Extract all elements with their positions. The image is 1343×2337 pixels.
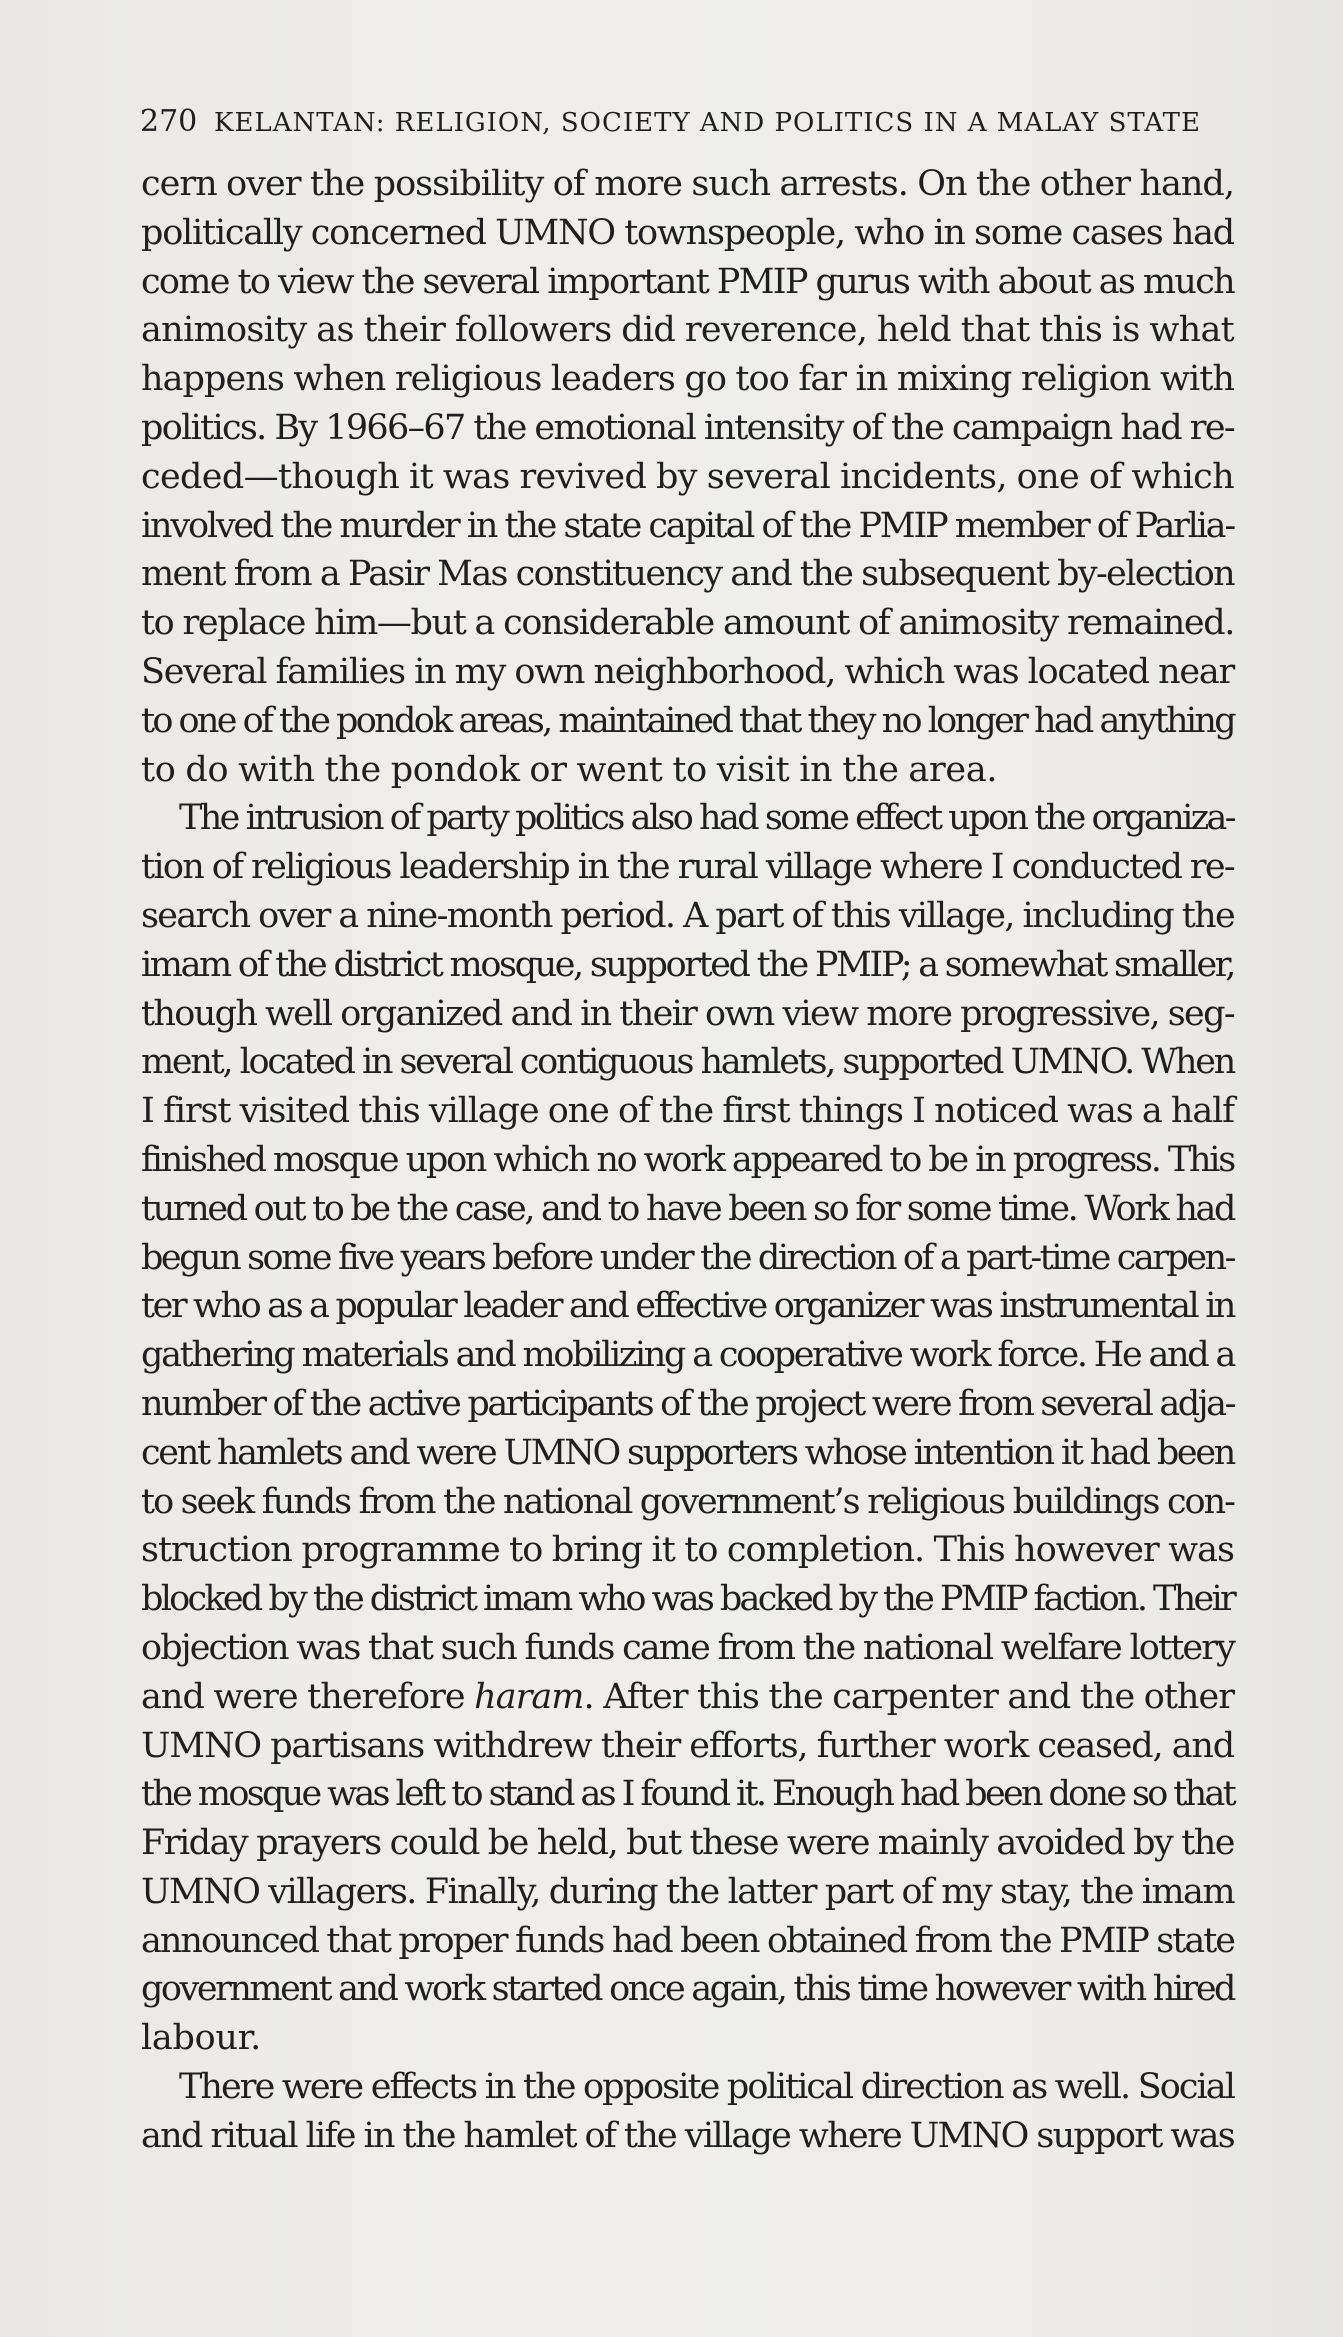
text-line: The intrusion of party politics also had some effect upon the organiza-	[179, 798, 1234, 839]
text-segment: . After this the carpenter and the other	[583, 1676, 1235, 1717]
text-line: objection was that such funds came from the national welfare lottery	[141, 1627, 1234, 1668]
text-line: UMNO villagers. Finally, during the latter part of my stay, the imam	[141, 1871, 1234, 1912]
italic-term: haram	[474, 1676, 584, 1717]
text-line: finished mosque upon which no work appeared to be in progress. This	[141, 1139, 1234, 1180]
text-line: I first visited this village one of the first things I noticed was a half	[141, 1091, 1234, 1132]
text-line: to one of the pondok areas, maintained that they no longer had anything	[141, 700, 1234, 741]
text-line: gathering materials and mobilizing a cooperative work force. He and a	[141, 1335, 1234, 1376]
text-line: There were effects in the opposite political direction as well. Social	[179, 2067, 1234, 2108]
text-line: to replace him—but a considerable amount of animosity remained.	[141, 603, 1234, 644]
text-line: to do with the pondok or went to visit in the area.	[141, 749, 998, 790]
text-line-with-italic	[141, 1673, 1234, 1722]
text-line: animosity as their followers did reverence, held that this is what	[141, 310, 1234, 351]
text-line: to seek funds from the national government’s religious buildings con-	[141, 1481, 1234, 1522]
text-line: and ritual life in the hamlet of the village where UMNO support was	[141, 2115, 1234, 2156]
text-line: involved the murder in the state capital of the PMIP member of Parlia-	[141, 505, 1234, 546]
body-text	[141, 160, 1234, 2161]
text-line: number of the active participants of the project were from several adja-	[141, 1383, 1234, 1424]
running-title: KELANTAN: RELIGION, SOCIETY AND POLITICS IN A MALAY STATE	[214, 108, 1201, 138]
running-header	[140, 104, 1240, 139]
text-line: announced that proper funds had been obtained from the PMIP state	[141, 1920, 1234, 1961]
text-line: cern over the possibility of more such arrests. On the other hand,	[141, 164, 1234, 204]
text-line: search over a nine-month period. A part of this village, including the	[141, 895, 1234, 936]
text-line: ceded—though it was revived by several incidents, one of which	[141, 456, 1234, 497]
text-line: tion of religious leadership in the rural village where I conducted re-	[141, 847, 1234, 888]
text-line: government and work started once again, this time however with hired	[141, 1969, 1234, 2010]
text-line: ment from a Pasir Mas constituency and the subsequent by-election	[141, 554, 1234, 595]
text-line: politics. By 1966–67 the emotional intensity of the campaign had re-	[141, 407, 1234, 448]
page-number: 270	[140, 104, 198, 139]
text-line: come to view the several important PMIP gurus with about as much	[141, 261, 1234, 302]
text-segment: and were therefore	[141, 1676, 475, 1717]
text-line: imam of the district mosque, supported the PMIP; a somewhat smaller,	[141, 944, 1234, 985]
text-line: the mosque was left to stand as I found it. Enough had been done so that	[141, 1774, 1234, 1815]
text-line: UMNO partisans withdrew their efforts, further work ceased, and	[141, 1725, 1234, 1766]
text-line: blocked by the district imam who was backed by the PMIP faction. Their	[141, 1579, 1234, 1620]
text-line: Friday prayers could be held, but these were mainly avoided by the	[141, 1823, 1234, 1864]
text-line: ment, located in several contiguous hamlets, supported UMNO. When	[141, 1042, 1234, 1083]
text-line: turned out to be the case, and to have been so for some time. Work had	[141, 1188, 1234, 1229]
text-line: happens when religious leaders go too far in mixing religion with	[141, 359, 1234, 400]
text-line: ter who as a popular leader and effective organizer was instrumental in	[141, 1286, 1234, 1327]
text-line: labour.	[141, 2018, 261, 2059]
text-line: begun some five years before under the direction of a part-time carpen-	[141, 1237, 1234, 1278]
text-line: cent hamlets and were UMNO supporters whose intention it had been	[141, 1432, 1234, 1473]
text-line: struction programme to bring it to completion. This however was	[141, 1530, 1234, 1571]
text-line: Several families in my own neighborhood, which was located near	[141, 651, 1234, 692]
text-line: politically concerned UMNO townspeople, who in some cases had	[141, 212, 1234, 253]
text-line: though well organized and in their own view more progressive, seg-	[141, 993, 1234, 1034]
